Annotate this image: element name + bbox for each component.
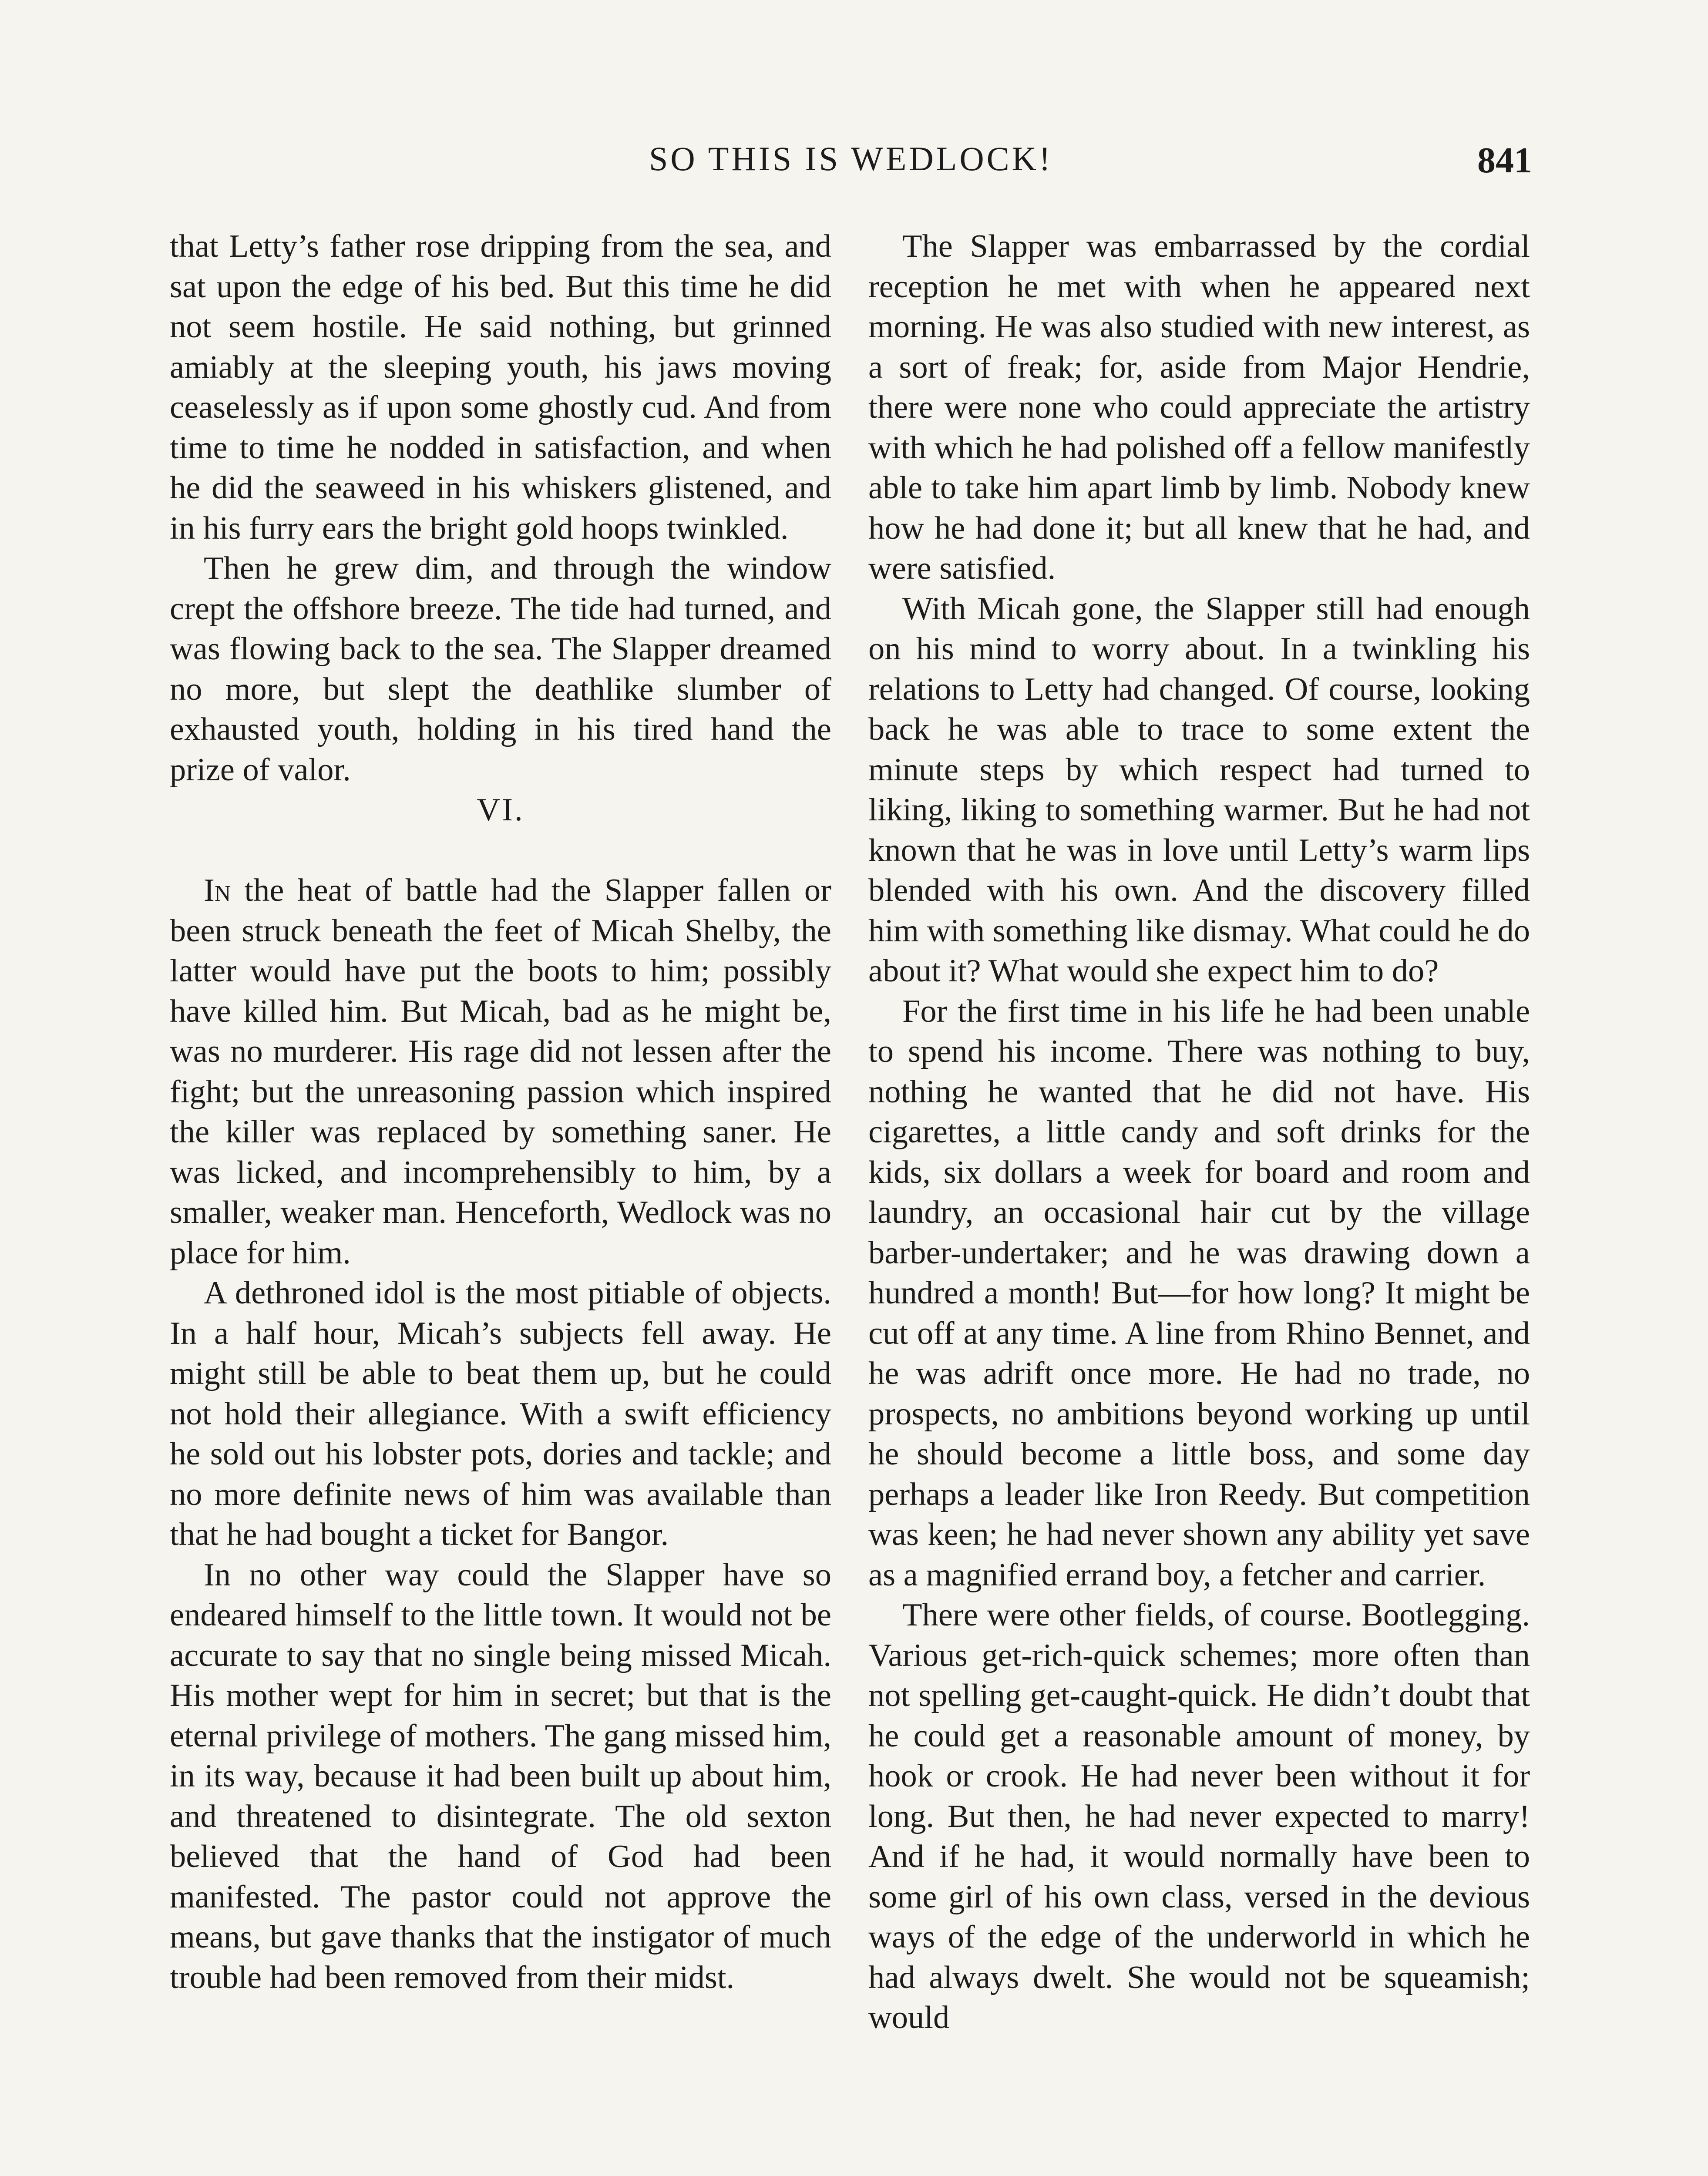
page-number: 841 xyxy=(1477,140,1532,181)
section-heading: VI. xyxy=(477,792,525,828)
paragraph: For the first time in his life he had been unable to spend his income. There was nothing to buy, nothing he wanted that he did not have. His cigarettes, a little candy and soft drinks for the kids, six dollars a week for board and room and laundry, an occasional hair cut by the village barber-undertaker; and he was drawing down a hundred a month! But—for how long? It might be cut off at any time. A line from Rhino Bennet, and he was adrift once more. He had no trade, no prospects, no ambitions beyond working up until he should become a little boss, and some day perhaps a leader like Iron Reedy. But competition was keen; he had never shown any ability yet save as a magnified errand boy, a fetcher and carrier. xyxy=(868,993,1530,1593)
paragraph: Then he grew dim, and through the window crept the offshore breeze. The tide had turned, and was flowing back to the sea. The Slapper dreamed no more, but slept the deathlike slumber of exhausted youth, holding in his tired hand the prize of valor. xyxy=(170,551,831,788)
running-header xyxy=(170,139,1532,191)
paragraph-lead: In xyxy=(204,873,231,908)
paragraph xyxy=(170,870,831,1273)
paragraph: There were other fields, of course. Bootlegging. Various get-rich-quick schemes; more often than not spelling get-caught-quick. He didn’t doubt that he could get a reasonable amount of money, by hook or crook. He had never been without it for long. But then, he had never expected to marry! And if he had, it would normally have been to some girl of his own class, versed in the devious ways of the edge of the underworld in which he had always dwelt. She would not be squeamish; would xyxy=(868,1597,1530,2035)
right-column xyxy=(868,226,1530,2176)
left-column xyxy=(170,226,831,2176)
running-title: SO THIS IS WEDLOCK! xyxy=(649,140,1053,178)
paragraph: In no other way could the Slapper have so endeared himself to the little town. It would not be accurate to say that no single being missed Micah. His mother wept for him in secret; but that is the eternal privilege of mothers. The gang missed him, in its way, because it had been built up about him, and threatened to disintegrate. The old sexton believed that the hand of God had been manifested. The pastor could not approve the means, but gave thanks that the instigator of much trouble had been removed from their midst. xyxy=(170,1557,831,1995)
paragraph: that Letty’s father rose dripping from the sea, and sat upon the edge of his bed. But this time he did not seem hostile. He said nothing, but grinned amiably at the sleeping youth, his jaws moving ceaselessly as if upon some ghostly cud. And from time to time he nodded in satisfaction, and when he did the seaweed in his whiskers glistened, and in his furry ears the bright gold hoops twinkled. xyxy=(170,228,831,546)
paragraph-body: the heat of battle had the Slapper fallen or been struck beneath the feet of Micah Shelby, the latter would have put the boots to him; possibly have killed him. But Micah, bad as he might be, was no murderer. His rage did not lessen after the fight; but the unreasoning passion which inspired the killer was replaced by something saner. He was licked, and incomprehensibly to him, by a smaller, weaker man. Henceforth, Wedlock was no place for him. xyxy=(170,873,831,1271)
section-spacer xyxy=(170,830,831,871)
paragraph: A dethroned idol is the most pitiable of objects. In a half hour, Micah’s subjects fell away. He might still be able to beat them up, but he could not hold their allegiance. With a swift efficiency he sold out his lobster pots, dories and tackle; and no more definite news of him was available than that he had bought a ticket for Bangor. xyxy=(170,1275,831,1552)
paragraph: The Slapper was embarrassed by the cordial reception he met with when he appeared next morning. He was also studied with new interest, as a sort of freak; for, aside from Major Hendrie, there were none who could appreciate the artistry with which he had polished off a fellow manifestly able to take him apart limb by limb. Nobody knew how he had done it; but all knew that he had, and were satisfied. xyxy=(868,228,1530,586)
paragraph: With Micah gone, the Slapper still had enough on his mind to worry about. In a twinkling his relations to Letty had changed. Of course, looking back he was able to trace to some extent the minute steps by which respect had turned to liking, liking to something warmer. But he had not known that he was in love until Letty’s warm lips blended with his own. And the discovery filled him with something like dismay. What could he do about it? What would she expect him to do? xyxy=(868,591,1530,989)
